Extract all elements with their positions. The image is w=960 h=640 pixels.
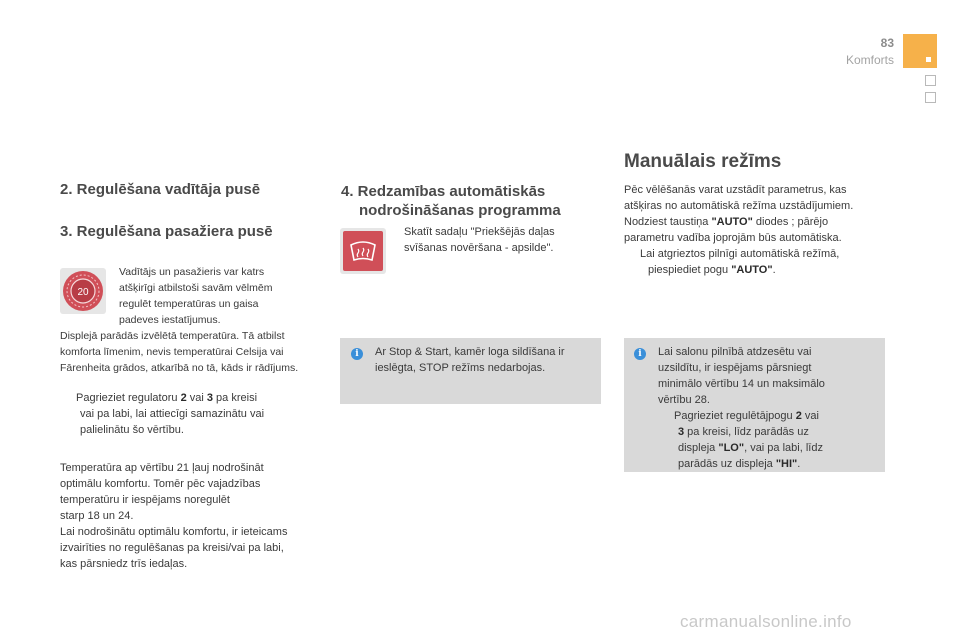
- info-box-stop-start: [340, 338, 601, 404]
- watermark: carmanualsonline.info: [680, 612, 852, 631]
- heading-manual-mode: Manuālais režīms: [624, 151, 782, 172]
- manual-mode-text: Pēc vēlēšanās varat uzstādīt parametrus, kas atšķiras no automātiskā režīma uzstādījumiem. Nodziest taustiņa "AUTO" diodes ; pārējo parametru vadība joprojām būs automātiska. Lai atgrieztos pilnīgi automātiskā režīmā, piespiediet pogu "AUTO".: [624, 184, 854, 276]
- chapter-tab[interactable]: [925, 92, 936, 103]
- chapter-tab[interactable]: [925, 75, 936, 86]
- page-number: 83: [880, 36, 894, 50]
- temperature-text: Temperatūra ap vērtību 21 ļauj nodrošināt optimālu komfortu. Tomēr pēc vajadzības temperatūru ir iespējams noregulēt starp 18 un 24. Lai nodrošinātu optimālu komfortu, ir ieteicams izvairīties no regulēšanas pa kreisi/vai pa labi, kas pārsniedz trīs iedaļas.: [60, 462, 288, 570]
- info-icon: i: [351, 348, 363, 360]
- info-text: Ar Stop & Start, kamēr loga sildīšana ir ieslēgta, STOP režīms nedarbojas.: [375, 346, 565, 374]
- section-title: Komforts: [845, 53, 894, 67]
- heading-driver-side: 2. Regulēšana vadītāja pusē: [60, 181, 261, 198]
- reference-text: Skatīt sadaļu "Priekšējās daļas svīšanas novēršana - apsilde".: [404, 226, 555, 254]
- info-text: Lai salonu pilnībā atdzesētu vai uzsildītu, ir iespējams pārsniegt minimālo vērtību 14 un maksimālo vērtību 28. Pagrieziet regulētājpogu 2 vai 3 pa kreisi, līdz parādās uz displeja "LO", vai pa labi, līdz parādās uz displeja "HI".: [658, 346, 825, 470]
- heading-passenger-side: 3. Regulēšana pasažiera pusē: [60, 223, 273, 240]
- heading-visibility-program: 4. Redzamības automātiskās nodrošināšanas programma: [341, 183, 561, 219]
- regulator-bullet: Pagrieziet regulatoru 2 vai 3 pa kreisi vai pa labi, lai attiecīgi samazinātu vai palielinātu šo vērtību.: [76, 392, 265, 436]
- display-text: Displejā parādās izvēlētā temperatūra. Tā atbilst komforta līmenim, nevis temperatūrai Celsija vai Fārenheita grādos, atkarībā no tā, kāds ir rādījums.: [60, 330, 299, 374]
- chapter-tab-active[interactable]: [903, 34, 937, 68]
- info-box-extreme-temp: [624, 338, 885, 472]
- info-icon: i: [634, 348, 646, 360]
- windshield-demist-icon: [340, 228, 386, 274]
- intro-text: Vadītājs un pasažieris var katrs atšķirīgi atbilstoši savām vēlmēm regulēt temperatūras un gaisa padeves iestatījumus.: [119, 266, 273, 326]
- temperature-dial-icon: [60, 268, 106, 314]
- svg-text:20: 20: [77, 287, 89, 298]
- tab-marker: [926, 57, 931, 62]
